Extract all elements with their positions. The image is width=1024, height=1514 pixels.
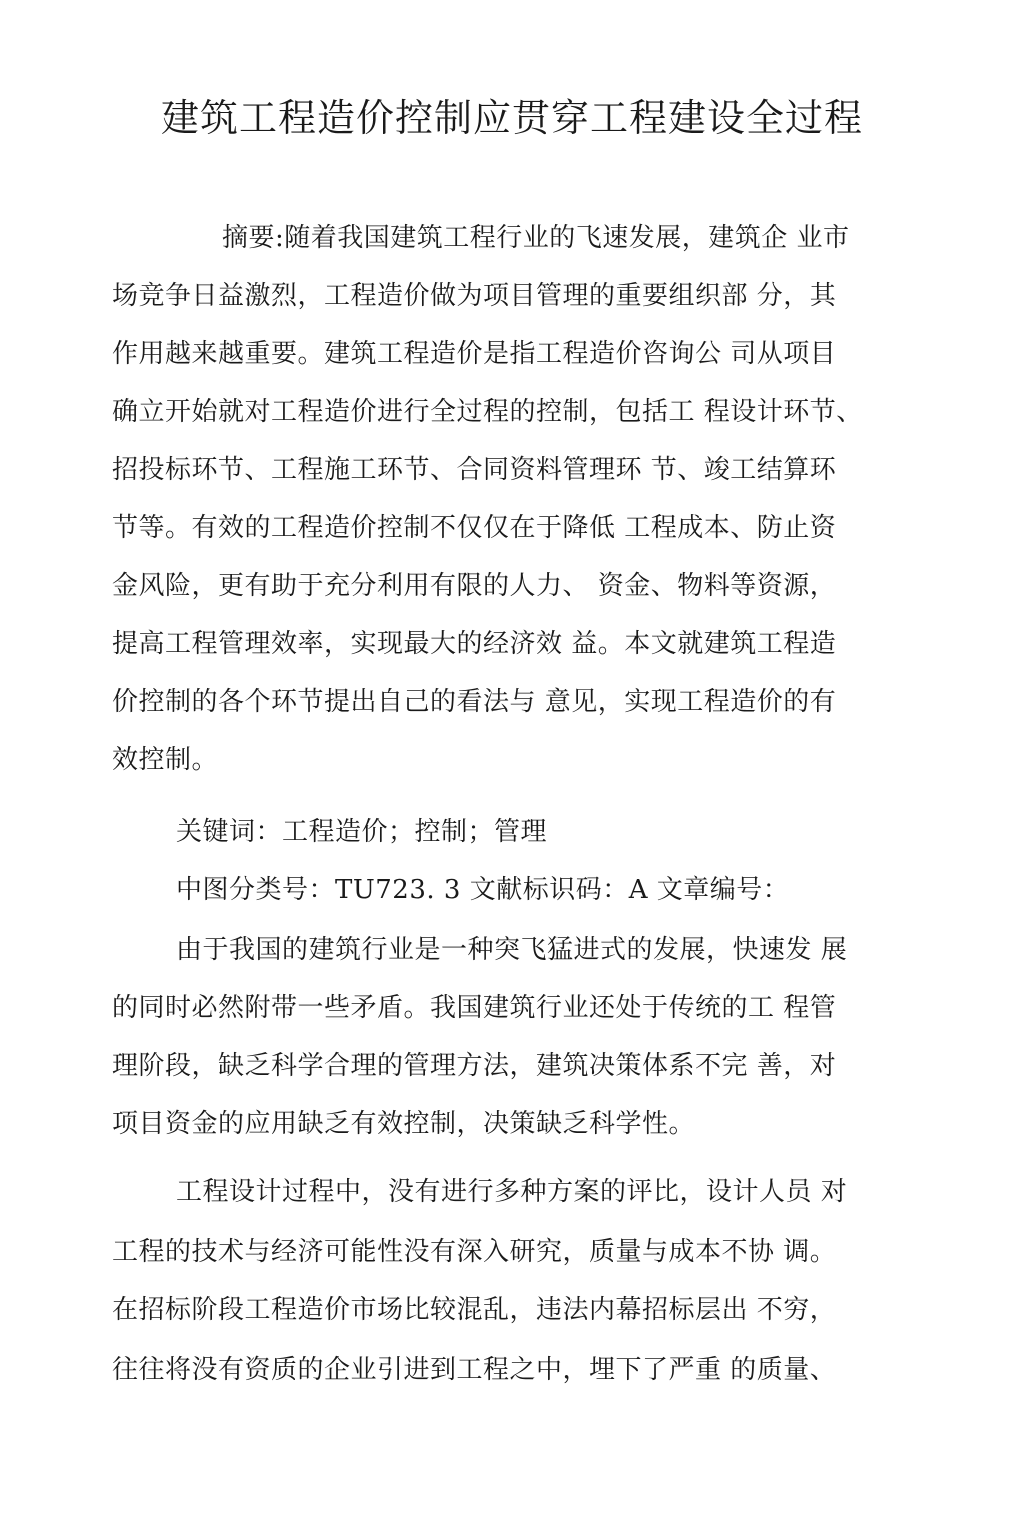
abstract-line: 作用越来越重要。建筑工程造价是指工程造价咨询公 司从项目: [112, 339, 837, 369]
paragraph-line: 工程设计过程中，没有进行多种方案的评比，设计人员 对: [176, 1177, 848, 1207]
abstract-line: 价控制的各个环节提出自己的看法与 意见，实现工程造价的有: [112, 687, 837, 717]
paragraph-line: 由于我国的建筑行业是一种突飞猛进式的发展，快速发 展: [176, 935, 848, 965]
paragraph-line: 理阶段，缺乏科学合理的管理方法，建筑决策体系不完 善，对: [112, 1051, 837, 1081]
paragraph-line: 往往将没有资质的企业引进到工程之中，埋下了严重 的质量、: [112, 1355, 837, 1385]
abstract-line: 效控制。: [112, 745, 219, 775]
document-title: 建筑工程造价控制应贯穿工程建设全过程: [160, 96, 863, 140]
paragraph-line: 工程的技术与经济可能性没有深入研究，质量与成本不协 调。: [112, 1237, 837, 1267]
abstract-line: 确立开始就对工程造价进行全过程的控制，包括工 程设计环节、: [112, 397, 863, 427]
abstract-line: 摘要:随着我国建筑工程行业的飞速发展，建筑企 业市: [222, 223, 850, 253]
abstract-line: 场竞争日益激烈，工程造价做为项目管理的重要组织部 分，其: [112, 281, 837, 311]
abstract-line: 招投标环节、工程施工环节、合同资料管理环 节、竣工结算环: [112, 455, 837, 485]
paragraph-line: 的同时必然附带一些矛盾。我国建筑行业还处于传统的工 程管: [112, 993, 837, 1023]
keywords-line: 关键词：工程造价；控制；管理: [176, 817, 548, 847]
classification-line: 中图分类号：TU723. 3 文献标识码：A 文章编号：: [176, 875, 790, 905]
abstract-line: 金风险，更有助于充分利用有限的人力、 资金、物料等资源，: [112, 571, 837, 601]
paragraph-line: 项目资金的应用缺乏有效控制，决策缺乏科学性。: [112, 1109, 696, 1139]
paragraph-line: 在招标阶段工程造价市场比较混乱，违法内幕招标层出 不穷，: [112, 1295, 837, 1325]
abstract-line: 提高工程管理效率，实现最大的经济效 益。本文就建筑工程造: [112, 629, 837, 659]
abstract-line: 节等。有效的工程造价控制不仅仅在于降低 工程成本、防止资: [112, 513, 837, 543]
